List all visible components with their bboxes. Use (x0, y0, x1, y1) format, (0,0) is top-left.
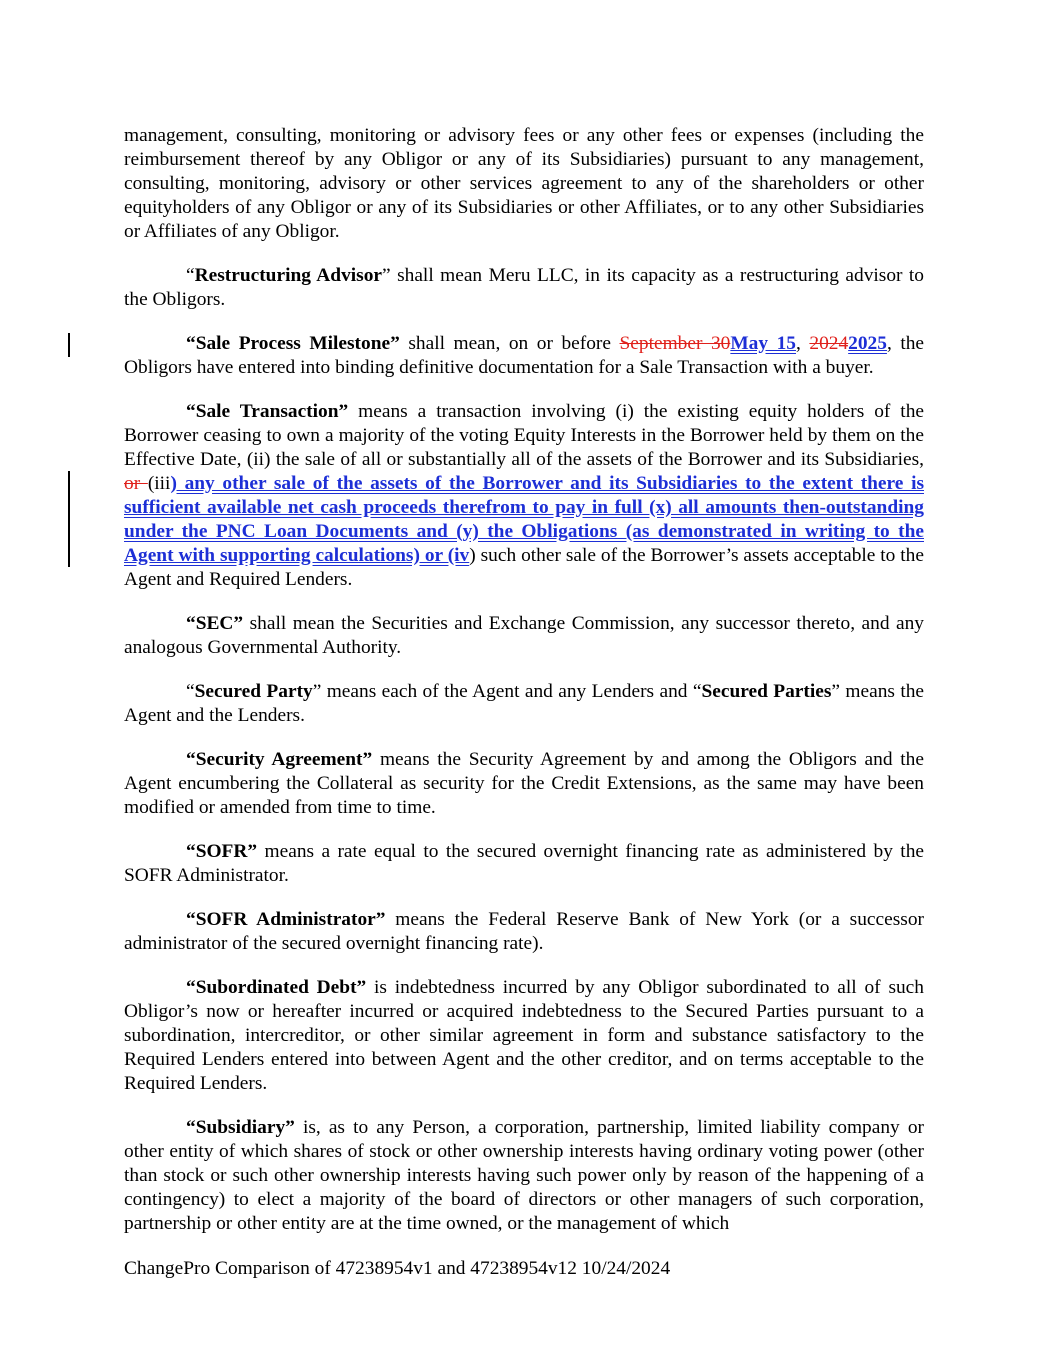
body-text: ) such other sale of the Borrower’s assets acceptable to the Agent and Required Lenders. (124, 545, 924, 590)
body-text: is indebtedness incurred by any Obligor subordinated to all of such Obligor’s now or hereafter incurred or acquired indebtedness to the Secured Parties pursuant to a subordination, intercreditor, or other similar agreement in form and substance satisfactory to the Required Lenders entered into between Agent and the other creditor, and on terms acceptable to the Required Lenders. (124, 977, 924, 1094)
defined-term: “Security Agreement” (186, 749, 373, 770)
change-bar-sale-process-milestone (68, 333, 70, 357)
defined-term: “SOFR Administrator” (186, 909, 386, 930)
definition-paragraph-sofr-administrator (124, 908, 924, 956)
deleted-text: or (124, 473, 148, 494)
deleted-text: 2024 (809, 333, 849, 354)
body-text: “ (186, 265, 195, 286)
defined-term: “Sale Transaction” (186, 401, 349, 422)
document-page (124, 124, 924, 1256)
body-text: means a transaction involving (i) the existing equity holders of the Borrower ceasing to own a majority of the voting Equity Interests in the Borrower held by them on the Effective Date, (ii) the sale of all or substantially all of the assets of the Borrower and its Subsidiaries, (124, 401, 924, 470)
body-text: ” means each of the Agent and any Lenders and “ (312, 681, 702, 702)
body-text: management, consulting, monitoring or advisory fees or any other fees or expenses (including the reimbursement thereof by any Obligor or any of its Subsidiaries) pursuant to any management, consulting, monitoring, advisory or other services agreement to any of the shareholders or other equityholders of any Obligor or any of its Subsidiaries or other Affiliates, or to any other Subsidiaries or Affiliates of any Obligor. (124, 125, 924, 242)
definition-paragraph-subsidiary (124, 1116, 924, 1236)
body-text: , (795, 333, 810, 354)
body-text: ” shall mean Meru LLC, in its capacity as a restructuring advisor to the Obligors. (124, 265, 924, 310)
definition-paragraph-restructuring-advisor (124, 264, 924, 312)
defined-term: Secured Parties (701, 681, 832, 702)
inserted-text: May 15 (730, 333, 796, 354)
definition-paragraph-secured-party (124, 680, 924, 728)
body-text: means the Security Agreement by and among the Obligors and the Agent encumbering the Collateral as security for the Credit Extensions, as the same may have been modified or amended from time to time. (124, 749, 924, 818)
definition-paragraph-mgmt (124, 124, 924, 244)
body-text: means a rate equal to the secured overnight financing rate as administered by the SOFR Administrator. (124, 841, 924, 886)
comparison-footer: ChangePro Comparison of 47238954v1 and 47238954v12 10/24/2024 (124, 1258, 671, 1279)
definition-paragraph-sale-process-milestone (124, 332, 924, 380)
definition-paragraph-sec (124, 612, 924, 660)
body-text: “ (186, 681, 195, 702)
definition-paragraph-subordinated-debt (124, 976, 924, 1096)
definition-paragraph-sale-transaction (124, 400, 924, 592)
body-text: means the Federal Reserve Bank of New York (or a successor administrator of the secured overnight financing rate). (124, 909, 924, 954)
defined-term: “Subordinated Debt” (186, 977, 367, 998)
defined-term: Restructuring Advisor (194, 265, 383, 286)
defined-term: Secured Party (194, 681, 313, 702)
body-text: , the Obligors have entered into binding definitive documentation for a Sale Transaction with a buyer. (124, 333, 925, 378)
defined-term: “Subsidiary” (186, 1117, 295, 1138)
inserted-text: 2025 (848, 333, 887, 354)
definition-paragraph-security-agreement (124, 748, 924, 820)
inserted-text: ) any other sale of the assets of the Borrower and its Subsidiaries to the extent there is sufficient available net cash proceeds therefrom to pay in full (x) all amounts then-outstanding under the PNC Loan Documents and (y) the Obligations (as demonstrated in writing to the Agent with supporting calculations) or (iv (124, 473, 924, 566)
body-text: (iii (147, 473, 171, 494)
defined-term: “SOFR” (186, 841, 258, 862)
deleted-text: September 30 (619, 333, 731, 354)
body-text: shall mean the Securities and Exchange Commission, any successor thereto, and any analogous Governmental Authority. (124, 613, 924, 658)
body-text: is, as to any Person, a corporation, partnership, limited liability company or other entity of which shares of stock or other ownership interests having ordinary voting power (other than stock or such other ownership interests having such power only by reason of the happening of a contingency) to elect a majority of the board of directors or other managers of such corporation, partnership or other entity are at the time owned, or the management of which (124, 1117, 924, 1234)
defined-term: “SEC” (186, 613, 244, 634)
body-text: shall mean, on or before (399, 333, 620, 354)
definition-paragraph-sofr (124, 840, 924, 888)
body-text: ” means the Agent and the Lenders. (124, 681, 925, 726)
defined-term: “Sale Process Milestone” (186, 333, 400, 354)
change-bar-sale-transaction (68, 471, 70, 567)
